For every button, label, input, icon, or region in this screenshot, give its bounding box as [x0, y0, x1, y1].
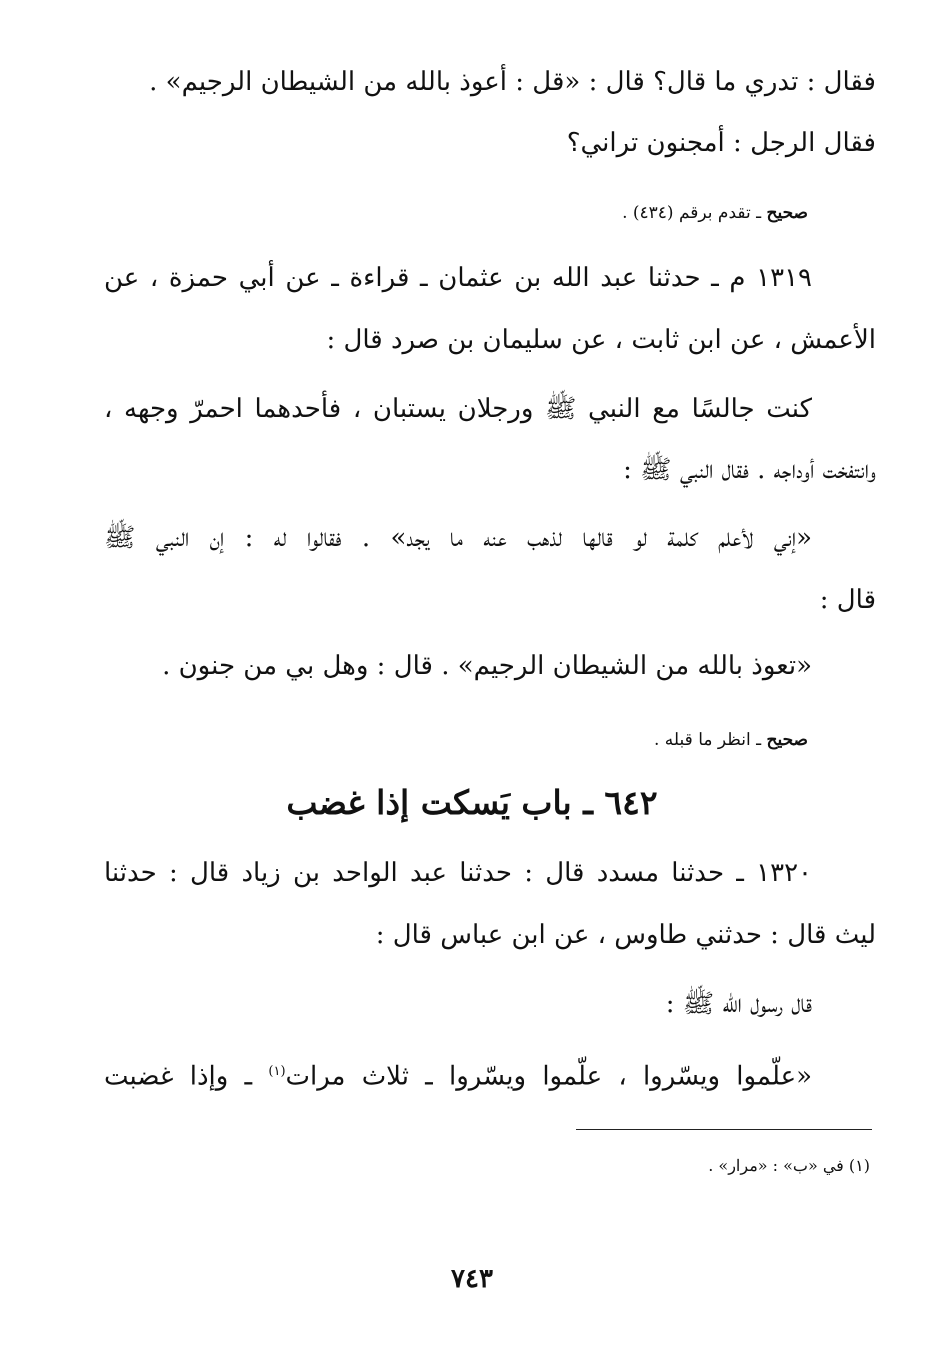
chapter-heading: ٦٤٢ ـ باب يَسكت إذا غضب: [286, 783, 658, 822]
grading-note-2: [654, 728, 808, 752]
hadith-1320-line-4: [104, 1054, 812, 1095]
footnote: (١) في «ب» : «مرار» .: [708, 1156, 870, 1175]
page-number: ٧٤٣: [451, 1264, 493, 1294]
grading-text: ـ انظر ما قبله .: [654, 730, 762, 750]
hadith-text-tail: ـ وإذا غضبت: [104, 1061, 253, 1092]
hadith-1320-line-1: ١٣٢٠ ـ حدثنا مسدد قال : حدثنا عبد الواحد بن زياد قال : حدثنا: [104, 858, 812, 888]
hadith-1320-line-2: ليث قال : حدثني طاوس ، عن ابن عباس قال :: [375, 920, 876, 950]
hadith-1319-line-3: كنت جالسًا مع النبي ﷺ ورجلان يستبان ، فأحدهما احمرّ وجهه ،: [104, 394, 812, 424]
hadith-1319-line-1: ١٣١٩ م ـ حدثنا عبد الله بن عثمان ـ قراءة ـ عن أبي حمزة ، عن: [104, 263, 812, 293]
hadith-1319-line-2: الأعمش ، عن ابن ثابت ، عن سليمان بن صرد قال :: [326, 325, 876, 355]
hadith-1320-line-3: قال رسول الله ﷺ :: [665, 989, 812, 1019]
hadith-1319-line-5: «إني لأعلم كلمة لو قالها لذهب عنه ما يجد» . فقالوا له : إن النبي ﷺ: [104, 523, 812, 553]
text-line-2: فقال الرجل : أمجنون تراني؟: [566, 128, 876, 158]
text-line-1: فقال : تدري ما قال؟ قال : «قل : أعوذ بالله من الشيطان الرجيم» .: [149, 67, 876, 97]
grading-label: صحيح: [766, 203, 808, 223]
grading-note-1: [622, 201, 808, 225]
footnote-reference: (١): [268, 1064, 286, 1079]
grading-text: ـ تقدم برقم (٤٣٤) .: [622, 203, 762, 223]
hadith-1319-line-6: قال :: [819, 585, 876, 615]
hadith-1319-line-7: «تعوذ بالله من الشيطان الرجيم» . قال : وهل بي من جنون .: [162, 651, 812, 681]
grading-label: صحيح: [766, 730, 808, 750]
hadith-text: «علّموا ويسّروا ، علّموا ويسّروا ـ ثلاث مرات: [285, 1061, 812, 1092]
hadith-1319-line-4: وانتفخت أوداجه . فقال النبي ﷺ :: [623, 455, 876, 485]
footnote-divider: [576, 1129, 872, 1130]
